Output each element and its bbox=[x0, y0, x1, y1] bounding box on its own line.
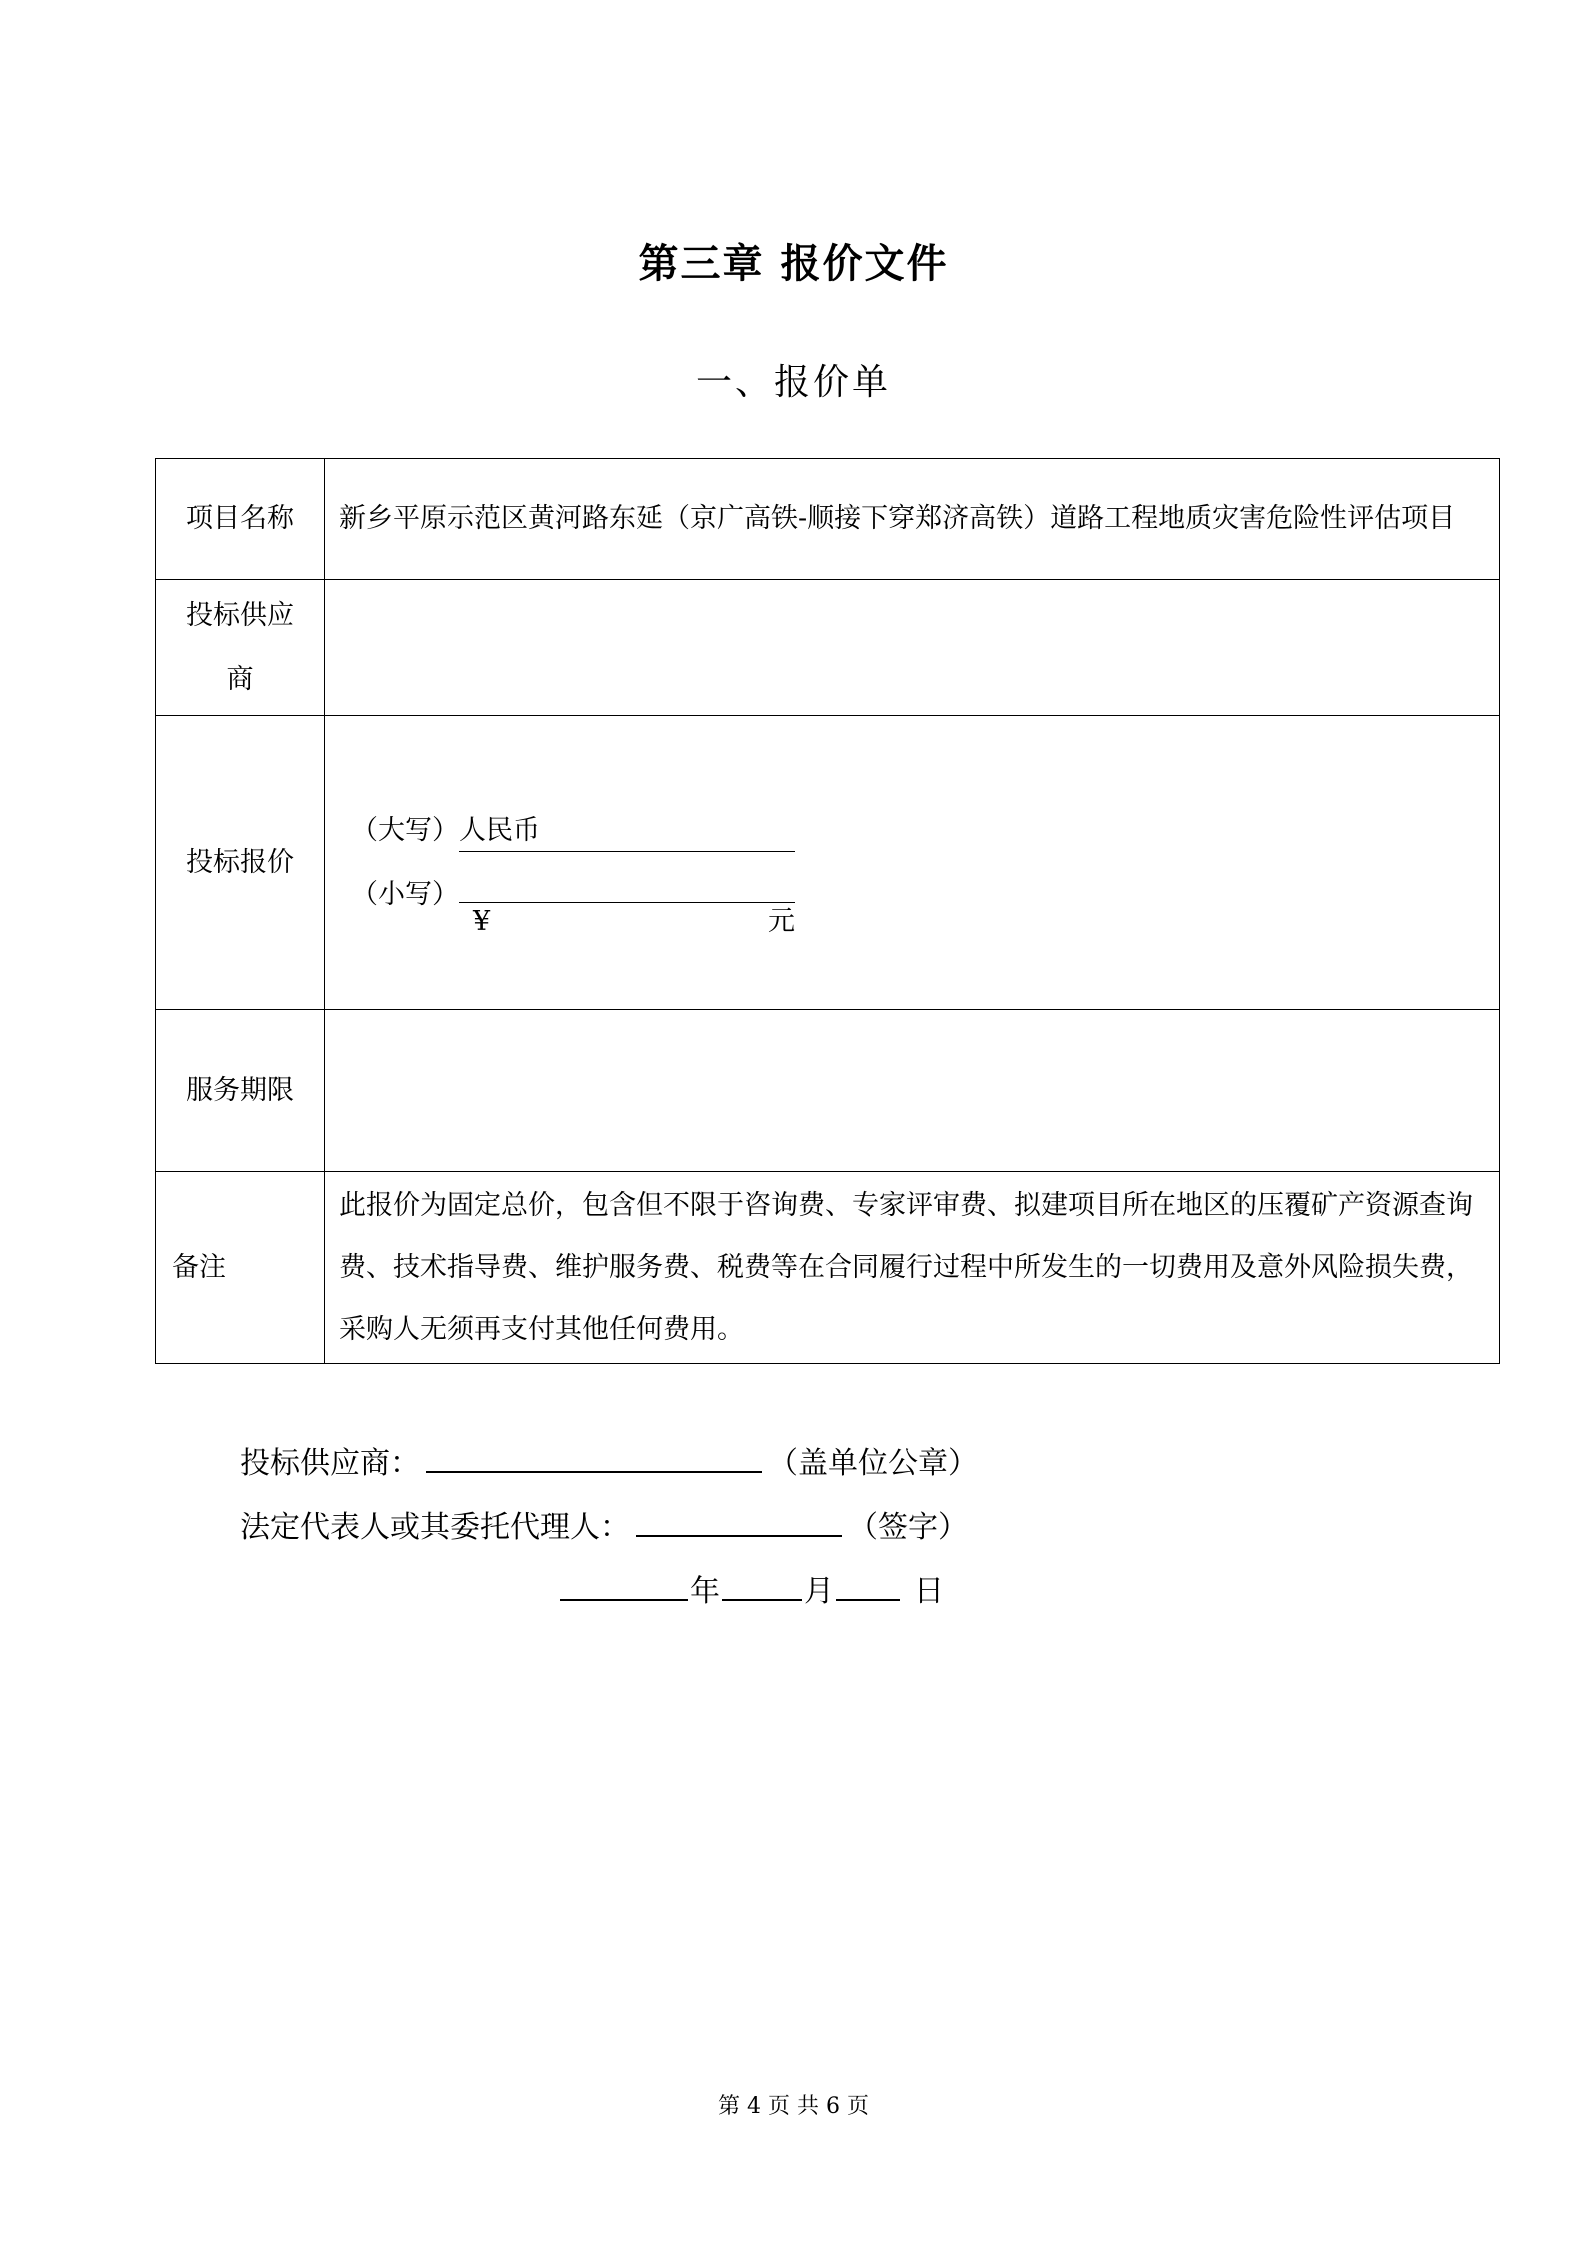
yuan-symbol: ¥ bbox=[473, 905, 491, 937]
price-lower-line bbox=[339, 863, 1487, 937]
project-name-value: 新乡平原示范区黄河路东延（京广高铁-顺接下穿郑济高铁）道路工程地质灾害危险性评估项目 bbox=[325, 459, 1500, 580]
representative-signature-line bbox=[240, 1496, 978, 1560]
table-row-project-name bbox=[156, 459, 1500, 580]
table-row-price bbox=[156, 716, 1500, 1010]
price-lower-label: （小写） bbox=[351, 878, 459, 910]
page-number: 第 4 页 共 6 页 bbox=[718, 2094, 869, 2119]
supplier-value-cell[interactable] bbox=[325, 580, 1500, 716]
table-row-service-period bbox=[156, 1010, 1500, 1172]
section-title: 一、报价单 bbox=[695, 362, 891, 403]
quote-table bbox=[155, 458, 1500, 1364]
representative-sign-note: （签字） bbox=[848, 1510, 968, 1545]
project-name-label: 项目名称 bbox=[186, 503, 294, 534]
table-row-remarks bbox=[156, 1172, 1500, 1364]
remarks-label-cell bbox=[156, 1172, 325, 1364]
representative-signature-field[interactable] bbox=[636, 1499, 842, 1537]
remarks-value: 此报价为固定总价，包含但不限于咨询费、专家评审费、拟建项目所在地区的压覆矿产资源查询费、技术指导费、维护服务费、税费等在合同履行过程中所发生的一切费用及意外风险损失费，采购人无须再支付其他任何费用。 bbox=[325, 1172, 1500, 1364]
table-row-supplier bbox=[156, 580, 1500, 716]
representative-signature-label: 法定代表人或其委托代理人： bbox=[240, 1510, 630, 1545]
supplier-signature-field[interactable] bbox=[426, 1435, 762, 1473]
price-lower-field[interactable] bbox=[459, 902, 795, 937]
date-line bbox=[560, 1560, 944, 1624]
month-field[interactable] bbox=[722, 1563, 802, 1601]
supplier-seal-note: （盖单位公章） bbox=[768, 1446, 978, 1481]
yuan-unit: 元 bbox=[768, 905, 795, 937]
chapter-title: 第三章 报价文件 bbox=[638, 241, 949, 287]
remarks-label: 备注 bbox=[172, 1251, 226, 1283]
day-label: 日 bbox=[914, 1574, 944, 1609]
service-period-value-cell[interactable] bbox=[325, 1010, 1500, 1172]
price-upper-line bbox=[339, 799, 1487, 863]
service-period-label-cell bbox=[156, 1010, 325, 1172]
project-name-label-cell bbox=[156, 459, 325, 580]
supplier-label: 投标供应商 bbox=[186, 599, 294, 695]
year-label: 年 bbox=[690, 1574, 720, 1609]
year-field[interactable] bbox=[560, 1563, 688, 1601]
price-upper-field[interactable] bbox=[459, 811, 795, 852]
service-period-label: 服务期限 bbox=[186, 1074, 294, 1106]
supplier-signature-line bbox=[240, 1432, 978, 1496]
price-label-cell bbox=[156, 716, 325, 1010]
day-field[interactable] bbox=[836, 1563, 900, 1601]
supplier-signature-label: 投标供应商： bbox=[240, 1446, 420, 1481]
price-upper-prefix: 人民币 bbox=[459, 814, 540, 846]
price-upper-label: （大写） bbox=[351, 814, 459, 846]
price-label: 投标报价 bbox=[186, 846, 294, 878]
price-value-cell bbox=[325, 716, 1500, 1010]
supplier-label-cell bbox=[156, 580, 325, 716]
month-label: 月 bbox=[804, 1574, 834, 1609]
signature-area bbox=[240, 1432, 978, 1560]
